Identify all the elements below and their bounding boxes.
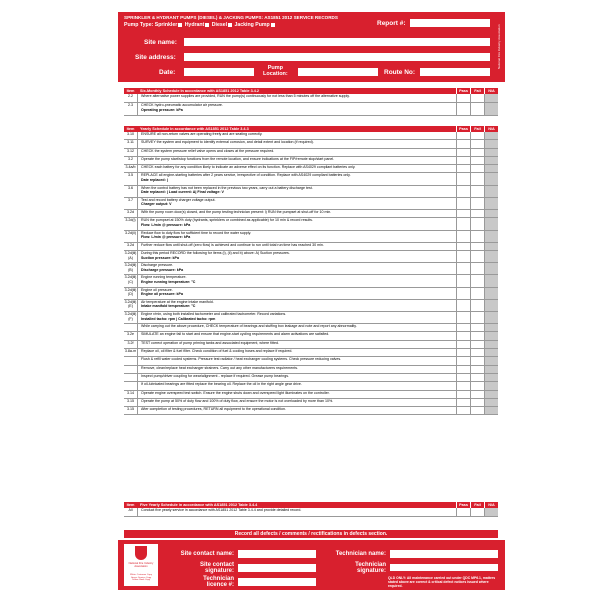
col-pass: Pass <box>456 88 470 94</box>
item-number: 3.2d(iii)(D) <box>124 288 138 299</box>
item-description <box>138 140 457 147</box>
pass-cell[interactable] <box>457 312 471 323</box>
item-text: SURVEY the system and equipment to identify external corrosion, and detail extent and location (if required). <box>141 140 314 145</box>
item-text: CHECK the system pressure relief valve opens and closes at the pressure required. <box>141 148 275 153</box>
site-contact-signature-field[interactable] <box>238 564 316 572</box>
pump-location-label: Pump Location: <box>263 65 288 77</box>
item-text: CHECK hydro-pneumatic accumulator air pressure. <box>141 103 223 107</box>
route-field[interactable] <box>420 68 490 76</box>
fail-cell[interactable] <box>471 391 485 398</box>
na-cell[interactable] <box>485 288 498 299</box>
col-na: N/A <box>484 126 498 132</box>
item-number: 3.15 <box>124 407 138 414</box>
item-text: After completion of testing procedures, RETURN all equipment to the operational condition. <box>141 407 287 412</box>
item-description <box>138 94 457 102</box>
fail-cell[interactable] <box>471 173 485 184</box>
item-number: 3.11 <box>124 140 138 147</box>
form-footer <box>118 540 505 590</box>
item-record-field[interactable]: Engine running temperature: °C <box>141 279 196 284</box>
pass-cell[interactable] <box>457 275 471 286</box>
item-description <box>138 218 457 229</box>
pass-cell[interactable] <box>457 149 471 156</box>
five-yearly-table <box>124 502 498 517</box>
item-number: 3.2d(iii)(B) <box>124 263 138 274</box>
shield-icon <box>135 546 147 560</box>
item-description <box>138 186 457 197</box>
yearly-table <box>124 126 498 415</box>
na-cell[interactable] <box>485 374 498 381</box>
na-cell[interactable] <box>485 149 498 156</box>
na-cell[interactable] <box>485 210 498 217</box>
item-description <box>138 357 457 364</box>
item-description <box>138 132 457 139</box>
pass-cell[interactable] <box>457 332 471 339</box>
pass-cell[interactable] <box>457 263 471 274</box>
col-pass: Pass <box>456 126 470 132</box>
fail-cell[interactable] <box>471 94 485 102</box>
fail-cell[interactable] <box>471 198 485 209</box>
pass-cell[interactable] <box>457 382 471 389</box>
site-address-field[interactable] <box>184 53 490 61</box>
item-description <box>138 391 457 398</box>
fail-cell[interactable] <box>471 332 485 339</box>
item-text: While carrying out the above procedure, CHECK temperature of bearings and stuffing box leakage and note and report any abnormality. <box>141 324 357 329</box>
pass-cell[interactable] <box>457 173 471 184</box>
item-record-field[interactable]: Installed tacho: rpm | Calibrated tacho: rpm <box>141 316 216 321</box>
table-row <box>124 263 498 275</box>
col-item: Item <box>126 89 135 93</box>
item-record-field[interactable]: Operating pressure: kPa <box>141 107 183 112</box>
pass-cell[interactable] <box>457 366 471 373</box>
route-label: Route No: <box>384 69 416 76</box>
item-text: TEST correct operation of pump priming tanks and associated equipment, where fitted. <box>141 340 279 345</box>
item-description <box>138 157 457 164</box>
table-row <box>124 391 498 399</box>
na-cell[interactable] <box>485 391 498 398</box>
item-description <box>138 263 457 274</box>
pass-cell[interactable] <box>457 391 471 398</box>
site-name-label: Site name: <box>144 39 177 46</box>
item-number: 3.6 <box>124 186 138 197</box>
fail-cell[interactable] <box>471 231 485 242</box>
item-record-field[interactable]: Discharge pressure: kPa <box>141 267 184 272</box>
na-cell[interactable] <box>485 198 498 209</box>
item-record-field[interactable]: Flow: L/min @ pressure: kPa <box>141 222 191 227</box>
item-number: 3.2d <box>124 210 138 217</box>
na-cell[interactable] <box>485 382 498 389</box>
item-number: 3.8a-m <box>124 349 138 356</box>
logo-text: National Fire Industry Association <box>128 562 154 568</box>
fail-cell[interactable] <box>471 288 485 299</box>
fail-cell[interactable] <box>471 140 485 147</box>
item-number <box>124 357 138 364</box>
fail-cell[interactable] <box>471 382 485 389</box>
item-description <box>138 332 457 339</box>
item-text: Further reduce flow until shut-off (zero flow) is achieved and continue to run until total run time has reached 30 min. <box>141 242 324 247</box>
na-cell[interactable] <box>485 275 498 286</box>
date-label: Date: <box>159 69 176 76</box>
item-text: Reduce flow to duty flow for sufficient time to record the water supply. <box>141 230 252 235</box>
item-number: 3.2d(iii)(E) <box>124 300 138 311</box>
fail-cell[interactable] <box>471 324 485 331</box>
item-record-field[interactable]: Date replaced: | Load current: A| Final voltage: V <box>141 190 224 195</box>
item-text: Air temperature at the engine intake manifold. <box>141 299 214 304</box>
item-number: 3.2f <box>124 341 138 348</box>
col-item: Item <box>126 503 135 507</box>
item-description <box>138 275 457 286</box>
fail-cell[interactable] <box>471 275 485 286</box>
pump-type-diesel: Diesel <box>211 22 228 28</box>
fail-cell[interactable] <box>471 341 485 348</box>
na-cell[interactable] <box>485 173 498 184</box>
six-monthly-table <box>124 88 498 116</box>
report-label: Report #: <box>377 20 406 27</box>
fail-cell[interactable] <box>471 407 485 414</box>
item-record-field[interactable]: Charger output: V <box>141 202 172 207</box>
col-na: N/A <box>484 88 498 94</box>
item-description <box>138 349 457 356</box>
pass-cell[interactable] <box>457 132 471 139</box>
item-description <box>138 210 457 217</box>
na-cell[interactable] <box>485 349 498 356</box>
fail-cell[interactable] <box>471 300 485 311</box>
na-cell[interactable] <box>485 263 498 274</box>
form-title: SPRINKLER & HYDRANT PUMPS (DIESEL) & JACKING PUMPS: AS1851 2012 SERVICE RECORDS <box>124 15 338 20</box>
item-record-field[interactable]: Date replaced: | <box>141 178 168 183</box>
pass-cell[interactable] <box>457 341 471 348</box>
item-description <box>138 251 457 262</box>
table-row <box>124 366 498 374</box>
na-cell[interactable] <box>485 341 498 348</box>
technician-licence-field[interactable] <box>238 578 316 586</box>
item-number: 3.4a/b <box>124 165 138 172</box>
pass-cell[interactable] <box>457 218 471 229</box>
table-row <box>124 300 498 312</box>
fail-cell[interactable] <box>471 132 485 139</box>
item-text: Replace oil, oil filter & fuel filter. Check condition of fuel & cooling hoses and replace if required. <box>141 349 293 354</box>
item-description <box>138 341 457 348</box>
item-description <box>138 382 457 389</box>
pass-cell[interactable] <box>457 324 471 331</box>
item-description <box>138 243 457 250</box>
item-number <box>124 374 138 381</box>
table-row <box>124 157 498 165</box>
item-description <box>138 149 457 156</box>
technician-name-label: Technician name: <box>335 551 386 557</box>
table-row <box>124 140 498 148</box>
table-row <box>124 210 498 218</box>
item-number: 3.2e <box>124 332 138 339</box>
item-description <box>138 173 457 184</box>
pass-cell[interactable] <box>457 103 471 115</box>
na-cell[interactable] <box>485 508 498 516</box>
item-number: 3.2d(i) <box>124 218 138 229</box>
col-item: Item <box>126 127 135 131</box>
table-row <box>124 218 498 230</box>
item-description <box>138 508 457 516</box>
item-number: 3.2d(ii) <box>124 231 138 242</box>
pass-cell[interactable] <box>457 399 471 406</box>
table-row <box>124 103 498 116</box>
association-logo <box>124 544 158 586</box>
na-cell[interactable] <box>485 324 498 331</box>
item-number <box>124 366 138 373</box>
item-description <box>138 288 457 299</box>
item-number: 3.2d(iii)(C) <box>124 275 138 286</box>
item-number: 3.2d <box>124 243 138 250</box>
fail-cell[interactable] <box>471 357 485 364</box>
fail-cell[interactable] <box>471 165 485 172</box>
item-number: 3.5 <box>124 173 138 184</box>
pass-cell[interactable] <box>457 231 471 242</box>
item-text: Operate engine overspeed test switch. Ensure the engine shuts down and overspeed light illuminates on the controller. <box>141 390 330 395</box>
site-contact-name-label: Site contact name: <box>180 551 234 557</box>
item-text: Operate the pump at 50% of duty flow and 100% of duty flow, and ensure the motor is not overloaded by more than 10%. <box>141 398 334 403</box>
technician-signature-field[interactable] <box>390 564 498 571</box>
fail-cell[interactable] <box>471 149 485 156</box>
item-description <box>138 407 457 414</box>
pass-cell[interactable] <box>457 198 471 209</box>
table-row <box>124 288 498 300</box>
table-row <box>124 165 498 173</box>
item-text: Discharge pressure. <box>141 263 174 268</box>
side-association-text: National Fire Industry Association <box>497 24 501 70</box>
form-header <box>118 12 505 82</box>
table-row <box>124 243 498 251</box>
item-text: Flush & refill water cooled systems. Pressure test radiator / heat exchanger cooling systems. Check pressure reducing valves. <box>141 357 342 362</box>
table-row <box>124 407 498 415</box>
item-text: CHECK each battery for any condition likely to indicate an adverse effect on its function. Replace with AS4029 compliant batteries only. <box>141 165 356 170</box>
pump-location-field[interactable] <box>298 68 378 76</box>
table-row <box>124 324 498 332</box>
fail-cell[interactable] <box>471 218 485 229</box>
item-number: 3.7 <box>124 198 138 209</box>
na-cell[interactable] <box>485 251 498 262</box>
item-record-field[interactable]: Intake manifold temperature: °C <box>141 304 196 309</box>
item-number: 3.2d(iii)(A) <box>124 251 138 262</box>
item-text: If oil-lubricated bearings are fitted replace the bearing oil. Replace the oil in the right angle gear drive. <box>141 382 302 387</box>
item-description <box>138 374 457 381</box>
fail-cell[interactable] <box>471 374 485 381</box>
service-record-sheet <box>118 12 505 590</box>
item-text: Inspect pump/driver coupling for wear/alignment - replace if required. Grease pump bearings. <box>141 373 290 378</box>
item-record-field[interactable]: Flow: L/min @ pressure: kPa <box>141 235 191 240</box>
site-address-label: Site address: <box>135 54 176 61</box>
item-number: 3.2d(iii)(F) <box>124 312 138 323</box>
pass-cell[interactable] <box>457 357 471 364</box>
item-text: Engine oil pressure. <box>141 287 173 292</box>
item-record-field[interactable]: Suction pressure: kPa <box>141 255 179 260</box>
fail-cell[interactable] <box>471 312 485 323</box>
table-row <box>124 312 498 324</box>
na-cell[interactable] <box>485 132 498 139</box>
site-contact-signature-label: Site contact signature: <box>199 562 234 574</box>
item-description <box>138 300 457 311</box>
item-number <box>124 382 138 389</box>
na-cell[interactable] <box>485 357 498 364</box>
item-number: 2.2 <box>124 94 138 102</box>
item-number: 3.15 <box>124 399 138 406</box>
item-number: 3.2 <box>124 157 138 164</box>
item-description <box>138 399 457 406</box>
item-number <box>124 324 138 331</box>
diesel-checkbox[interactable] <box>228 23 232 27</box>
pass-cell[interactable] <box>457 210 471 217</box>
fail-cell[interactable] <box>471 157 485 164</box>
item-text: RUN the pumpset at 150% duty (hydrants, sprinklers or combined as applicable) for 10 min & record results. <box>141 218 313 223</box>
table-row <box>124 94 498 103</box>
item-number: 3.12 <box>124 149 138 156</box>
pass-cell[interactable] <box>457 300 471 311</box>
item-text: When the control battery has not been replaced in the previous two years, carry out a battery discharge test. <box>141 185 313 190</box>
na-cell[interactable] <box>485 94 498 102</box>
item-number: All <box>124 508 138 516</box>
copy-distribution: White: Customer Copy Green: Service Copy Yellow: Book Copy <box>129 574 152 582</box>
item-description <box>138 366 457 373</box>
item-record-field[interactable]: Engine oil pressure: kPa <box>141 292 183 297</box>
item-text: SIMULATE an engine fail to start and ensure that engine-start cycling requirements and alarm activations are satisfied. <box>141 332 330 337</box>
table-row <box>124 374 498 382</box>
item-number: 2.3 <box>124 103 138 115</box>
item-number: 3.10 <box>124 132 138 139</box>
fail-cell[interactable] <box>471 263 485 274</box>
item-text: Test and record battery charger voltage output. <box>141 197 216 202</box>
site-contact-name-field[interactable] <box>238 550 316 558</box>
jacking-checkbox[interactable] <box>271 23 275 27</box>
technician-licence-label: Technician licence #: <box>203 576 234 588</box>
na-cell[interactable] <box>485 399 498 406</box>
na-cell[interactable] <box>485 103 498 115</box>
table-row <box>124 149 498 157</box>
record-defects-banner: Record all defects / comments / rectifications in defects section. <box>124 530 498 538</box>
pass-cell[interactable] <box>457 94 471 102</box>
item-text: Engine running temperature. <box>141 275 187 280</box>
pass-cell[interactable] <box>457 508 471 516</box>
pass-cell[interactable] <box>457 186 471 197</box>
table-row <box>124 399 498 407</box>
table-row <box>124 186 498 198</box>
na-cell[interactable] <box>485 407 498 414</box>
report-field[interactable] <box>410 19 490 27</box>
col-na: N/A <box>484 502 498 508</box>
item-text: Conduct five yearly service in accordance with AS1851 2012 Table 3.4.4 and provide detailed record. <box>141 508 302 512</box>
item-text: ENSURE all non-return valves are operating freely and are seating correctly. <box>141 132 263 136</box>
table-row <box>124 231 498 243</box>
pass-cell[interactable] <box>457 165 471 172</box>
na-cell[interactable] <box>485 165 498 172</box>
technician-signature-label: Technician signature: <box>355 562 386 574</box>
date-field[interactable] <box>184 68 254 76</box>
fail-cell[interactable] <box>471 186 485 197</box>
table-row <box>124 349 498 357</box>
item-number: 3.14 <box>124 391 138 398</box>
pass-cell[interactable] <box>457 374 471 381</box>
table-row <box>124 357 498 365</box>
item-text: Where alternative power supplies are provided, RUN the pump(s) continuously for not less than 5 minutes off the alternative supply. <box>141 94 350 98</box>
item-text: With the pump room door(s) closed, and the pump testing technician present: i) RUN the pumpset at shut-off for 10 min. <box>141 210 332 215</box>
item-text: Operate the pump start/stop functions from the remote location, and ensure indications at the FIP/remote stop/start panel. <box>141 156 335 161</box>
yearly-heading: Yearly Schedule in accordance with AS1851 2012 Table 3.4.3 <box>140 127 249 131</box>
table-row <box>124 173 498 185</box>
table-row <box>124 341 498 349</box>
col-fail: Fail <box>470 502 484 508</box>
pass-cell[interactable] <box>457 288 471 299</box>
item-description <box>138 103 457 115</box>
table-row <box>124 508 498 517</box>
col-fail: Fail <box>470 88 484 94</box>
fail-cell[interactable] <box>471 366 485 373</box>
fail-cell[interactable] <box>471 349 485 356</box>
pass-cell[interactable] <box>457 349 471 356</box>
item-text: REPLACE all engine-starting batteries after 2 years service, irrespective of condition. Replace with AS4029 compliant batteries only. <box>141 173 351 178</box>
item-description <box>138 198 457 209</box>
na-cell[interactable] <box>485 218 498 229</box>
six-monthly-heading: Six-Monthly Schedule in accordance with AS1851 2012 Table 3.4.2 <box>140 89 260 93</box>
fail-cell[interactable] <box>471 251 485 262</box>
pass-cell[interactable] <box>457 140 471 147</box>
fail-cell[interactable] <box>471 103 485 115</box>
table-row <box>124 251 498 263</box>
na-cell[interactable] <box>485 186 498 197</box>
pump-type-hydrant: Hydrant <box>184 22 205 28</box>
fail-cell[interactable] <box>471 210 485 217</box>
pass-cell[interactable] <box>457 407 471 414</box>
na-cell[interactable] <box>485 140 498 147</box>
hydrant-checkbox[interactable] <box>205 23 209 27</box>
fail-cell[interactable] <box>471 243 485 250</box>
item-text: Engine r/min, using both installed tachometer and calibrated tachometer. Record variations. <box>141 311 287 316</box>
item-text: During this period RECORD the following for items (i), (ii) and b) above: A) Suction pressures. <box>141 251 290 256</box>
item-description <box>138 231 457 242</box>
item-description <box>138 165 457 172</box>
item-description <box>138 312 457 323</box>
na-cell[interactable] <box>485 157 498 164</box>
pump-type-jacking: Jacking Pump <box>234 22 270 28</box>
pump-type-label: Pump Type: Sprinkler <box>124 22 178 28</box>
fail-cell[interactable] <box>471 508 485 516</box>
sprinkler-checkbox[interactable] <box>178 23 182 27</box>
pass-cell[interactable] <box>457 251 471 262</box>
item-text: Remove, clean/replace heat exchanger strainers. Carry out any other manufacturers requirements. <box>141 365 299 370</box>
na-cell[interactable] <box>485 243 498 250</box>
table-row <box>124 132 498 140</box>
col-pass: Pass <box>456 502 470 508</box>
pass-cell[interactable] <box>457 157 471 164</box>
table-row <box>124 382 498 390</box>
na-cell[interactable] <box>485 366 498 373</box>
pass-cell[interactable] <box>457 243 471 250</box>
site-name-field[interactable] <box>184 38 490 46</box>
table-row <box>124 198 498 210</box>
na-cell[interactable] <box>485 300 498 311</box>
table-row <box>124 275 498 287</box>
table-row <box>124 332 498 340</box>
na-cell[interactable] <box>485 231 498 242</box>
item-description <box>138 324 457 331</box>
fail-cell[interactable] <box>471 399 485 406</box>
five-yearly-heading: Five Yearly Schedule in accordance with AS1851 2012 Table 3.4.4 <box>140 503 258 507</box>
na-cell[interactable] <box>485 312 498 323</box>
technician-name-field[interactable] <box>390 550 498 558</box>
qld-note: QLD ONLY: All maintenance carried out under QDC MP6.1, matters stated above are correct & critical defect notices issued where required. <box>388 576 496 588</box>
na-cell[interactable] <box>485 332 498 339</box>
pump-type-line <box>124 22 276 28</box>
col-fail: Fail <box>470 126 484 132</box>
